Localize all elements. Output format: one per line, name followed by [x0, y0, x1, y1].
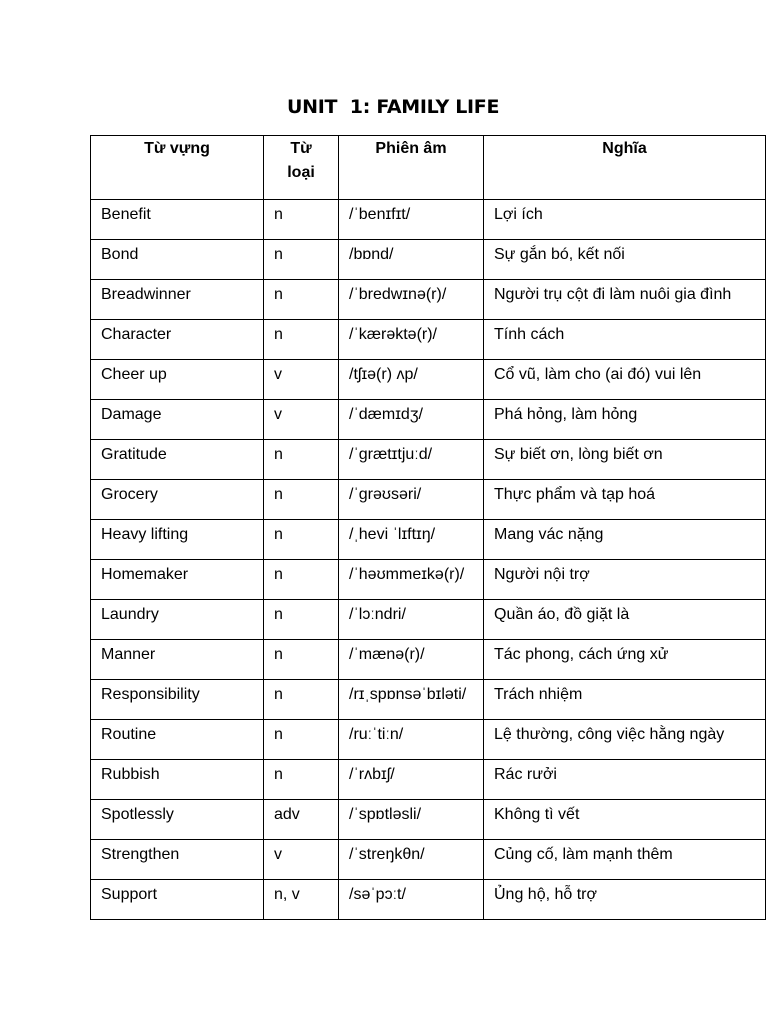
- table-row: [91, 240, 766, 280]
- cell-pronunciation: /ˈrʌbɪʃ/: [339, 760, 484, 800]
- table-row: [91, 520, 766, 560]
- cell-pronunciation: /ˈɡrætɪtjuːd/: [339, 440, 484, 480]
- cell-word: Bond: [91, 240, 264, 280]
- cell-meaning: Thực phẩm và tạp hoá: [484, 480, 766, 520]
- table-row: [91, 840, 766, 880]
- table-row: [91, 720, 766, 760]
- cell-meaning: Cổ vũ, làm cho (ai đó) vui lên: [484, 360, 766, 400]
- table-row: [91, 200, 766, 240]
- table-row: [91, 400, 766, 440]
- cell-meaning: Người nội trợ: [484, 560, 766, 600]
- cell-part-of-speech: n: [264, 680, 339, 720]
- table-row: [91, 880, 766, 920]
- cell-pronunciation: /ˈspɒtləsli/: [339, 800, 484, 840]
- cell-meaning: Phá hỏng, làm hỏng: [484, 400, 766, 440]
- cell-part-of-speech: n, v: [264, 880, 339, 920]
- header-pos-line2: loại: [287, 164, 315, 181]
- cell-meaning: Người trụ cột đi làm nuôi gia đình: [484, 280, 766, 320]
- cell-word: Damage: [91, 400, 264, 440]
- cell-word: Rubbish: [91, 760, 264, 800]
- cell-part-of-speech: n: [264, 720, 339, 760]
- table-row: [91, 680, 766, 720]
- cell-word: Gratitude: [91, 440, 264, 480]
- cell-part-of-speech: n: [264, 640, 339, 680]
- header-part-of-speech: [264, 136, 339, 200]
- cell-pronunciation: /ˈbredwɪnə(r)/: [339, 280, 484, 320]
- cell-part-of-speech: n: [264, 480, 339, 520]
- cell-pronunciation: /ˈhəʊmmeɪkə(r)/: [339, 560, 484, 600]
- cell-pronunciation: /ˌhevi ˈlɪftɪŋ/: [339, 520, 484, 560]
- table-row: [91, 760, 766, 800]
- cell-word: Grocery: [91, 480, 264, 520]
- cell-word: Responsibility: [91, 680, 264, 720]
- cell-word: Manner: [91, 640, 264, 680]
- cell-meaning: Ủng hộ, hỗ trợ: [484, 880, 766, 920]
- header-pronunciation: Phiên âm: [339, 136, 484, 200]
- cell-word: Cheer up: [91, 360, 264, 400]
- table-row: [91, 600, 766, 640]
- header-pos-line1: Từ: [290, 140, 312, 157]
- cell-word: Homemaker: [91, 560, 264, 600]
- cell-meaning: Tác phong, cách ứng xử: [484, 640, 766, 680]
- cell-word: Support: [91, 880, 264, 920]
- cell-meaning: Sự biết ơn, lòng biết ơn: [484, 440, 766, 480]
- cell-meaning: Lệ thường, công việc hằng ngày: [484, 720, 766, 760]
- cell-part-of-speech: adv: [264, 800, 339, 840]
- cell-part-of-speech: v: [264, 400, 339, 440]
- cell-word: Strengthen: [91, 840, 264, 880]
- cell-meaning: Rác rưởi: [484, 760, 766, 800]
- table-row: [91, 640, 766, 680]
- header-meaning: Nghĩa: [484, 136, 766, 200]
- table-header-row: [91, 136, 766, 200]
- table-row: [91, 800, 766, 840]
- header-word: Từ vựng: [91, 136, 264, 200]
- cell-part-of-speech: n: [264, 240, 339, 280]
- table-row: [91, 480, 766, 520]
- cell-pronunciation: /ˈɡrəʊsəri/: [339, 480, 484, 520]
- cell-meaning: Sự gắn bó, kết nối: [484, 240, 766, 280]
- cell-pronunciation: /rɪˌspɒnsəˈbɪləti/: [339, 680, 484, 720]
- cell-meaning: Mang vác nặng: [484, 520, 766, 560]
- cell-part-of-speech: n: [264, 760, 339, 800]
- cell-part-of-speech: n: [264, 200, 339, 240]
- cell-pronunciation: /səˈpɔːt/: [339, 880, 484, 920]
- table-row: [91, 360, 766, 400]
- cell-meaning: Tính cách: [484, 320, 766, 360]
- cell-word: Routine: [91, 720, 264, 760]
- cell-pronunciation: /bɒnd/: [339, 240, 484, 280]
- cell-part-of-speech: n: [264, 600, 339, 640]
- cell-part-of-speech: n: [264, 320, 339, 360]
- cell-pronunciation: /tʃɪə(r) ʌp/: [339, 360, 484, 400]
- cell-pronunciation: /ˈlɔːndri/: [339, 600, 484, 640]
- vocabulary-table: [90, 135, 766, 920]
- cell-part-of-speech: n: [264, 520, 339, 560]
- cell-part-of-speech: n: [264, 440, 339, 480]
- table-row: [91, 560, 766, 600]
- table-row: [91, 440, 766, 480]
- cell-meaning: Quần áo, đồ giặt là: [484, 600, 766, 640]
- cell-pronunciation: /ˈkærəktə(r)/: [339, 320, 484, 360]
- cell-meaning: Trách nhiệm: [484, 680, 766, 720]
- cell-pronunciation: /ˈstreŋkθn/: [339, 840, 484, 880]
- cell-pronunciation: /ruːˈtiːn/: [339, 720, 484, 760]
- cell-pronunciation: /ˈbenɪfɪt/: [339, 200, 484, 240]
- cell-word: Spotlessly: [91, 800, 264, 840]
- cell-word: Heavy lifting: [91, 520, 264, 560]
- cell-pronunciation: /ˈdæmɪdʒ/: [339, 400, 484, 440]
- cell-meaning: Không tì vết: [484, 800, 766, 840]
- cell-part-of-speech: n: [264, 560, 339, 600]
- cell-part-of-speech: n: [264, 280, 339, 320]
- cell-meaning: Củng cố, làm mạnh thêm: [484, 840, 766, 880]
- cell-word: Character: [91, 320, 264, 360]
- table-row: [91, 320, 766, 360]
- cell-part-of-speech: v: [264, 360, 339, 400]
- cell-word: Laundry: [91, 600, 264, 640]
- table-row: [91, 280, 766, 320]
- cell-meaning: Lợi ích: [484, 200, 766, 240]
- cell-part-of-speech: v: [264, 840, 339, 880]
- page-title: UNIT 1: FAMILY LIFE: [287, 96, 500, 118]
- cell-pronunciation: /ˈmænə(r)/: [339, 640, 484, 680]
- cell-word: Breadwinner: [91, 280, 264, 320]
- cell-word: Benefit: [91, 200, 264, 240]
